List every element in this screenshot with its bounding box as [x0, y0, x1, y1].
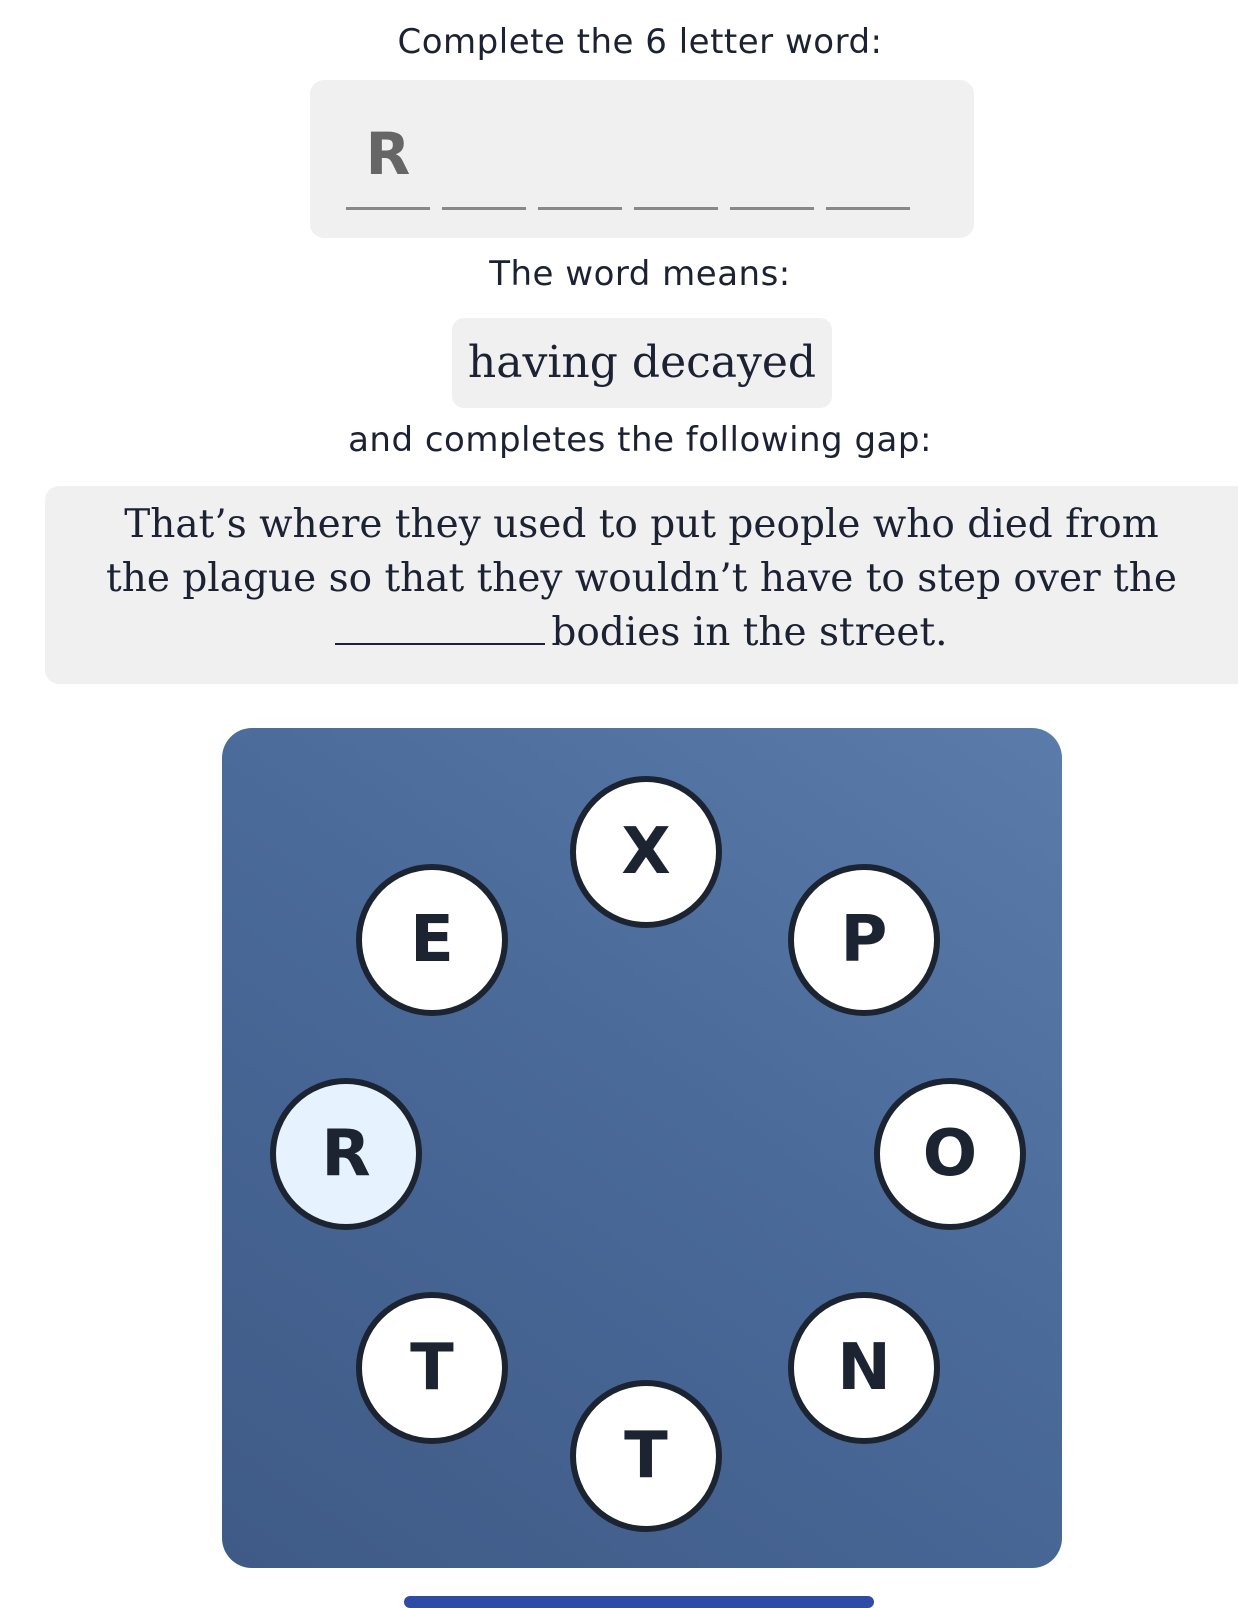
gap-blank: [335, 643, 545, 645]
letter-tile-n[interactable]: N: [788, 1292, 940, 1444]
slot-underline: [538, 207, 622, 210]
slot-underline: [826, 207, 910, 210]
sentence-line-2: the plague so that they wouldn’t have to step over the: [106, 556, 1177, 601]
letter-wheel-panel: [222, 728, 1062, 1568]
sentence-line-1: That’s where they used to put people who died from: [124, 502, 1159, 547]
meaning-heading: The word means:: [489, 254, 791, 294]
instruction-heading: Complete the 6 letter word:: [397, 22, 883, 62]
letter-slot-1[interactable]: [346, 80, 430, 210]
slot-underline: [346, 207, 430, 210]
letter-tile-x[interactable]: X: [570, 776, 722, 928]
letter-slot-2[interactable]: [442, 80, 526, 210]
letter-slot-4[interactable]: [634, 80, 718, 210]
definition-box: [452, 318, 832, 408]
letter-tile-p[interactable]: P: [788, 864, 940, 1016]
gap-heading: and completes the following gap:: [348, 420, 932, 460]
slot-underline: [442, 207, 526, 210]
definition-text: having decayed: [467, 337, 817, 388]
word-answer-box: [310, 80, 974, 238]
letter-slot-6[interactable]: [826, 80, 910, 210]
slot-underline: [634, 207, 718, 210]
letter-slot-3[interactable]: [538, 80, 622, 210]
letter-tile-t[interactable]: T: [356, 1292, 508, 1444]
letter-tile-e[interactable]: E: [356, 864, 508, 1016]
slot-letter: R: [365, 120, 411, 188]
sentence-box: [45, 486, 1238, 684]
letter-slot-5[interactable]: [730, 80, 814, 210]
sentence-line-3-text: bodies in the street.: [551, 610, 948, 655]
letter-tile-t[interactable]: T: [570, 1380, 722, 1532]
letter-tile-r-selected[interactable]: R: [270, 1078, 422, 1230]
letter-tile-o[interactable]: O: [874, 1078, 1026, 1230]
sentence-line-3: [45, 610, 1238, 655]
slot-underline: [730, 207, 814, 210]
bottom-action-bar[interactable]: [404, 1596, 874, 1608]
